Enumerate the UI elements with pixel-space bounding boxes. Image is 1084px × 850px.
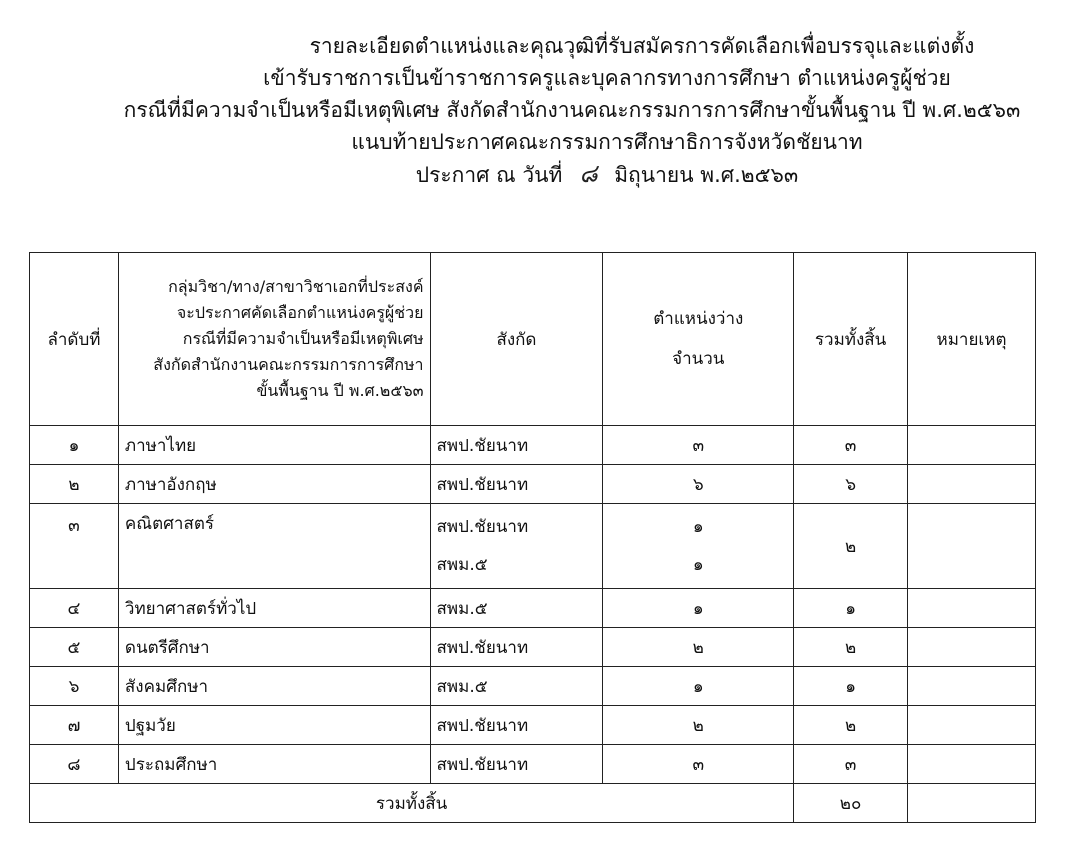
date-prefix: ประกาศ ณ วันที่ <box>415 163 563 187</box>
row-total: ๒ <box>794 504 908 589</box>
grand-total-label: รวมทั้งสิ้น <box>30 784 794 823</box>
row-count: ๑ ๑ <box>603 504 794 589</box>
row-number: ๗ <box>30 706 119 745</box>
row-total: ๒ <box>794 628 908 667</box>
col-header-order: ลำดับที่ <box>30 253 119 426</box>
table-row <box>30 465 1036 504</box>
row-remarks <box>908 504 1036 589</box>
announcement-date <box>0 158 1084 191</box>
row-affiliation: สพม.๕ <box>430 589 603 628</box>
row-total: ๑ <box>794 667 908 706</box>
header-line-2: เข้ารับราชการเป็นข้าราชการครูและบุคลากรทางการศึกษา ตำแหน่งครูผู้ช่วย <box>263 66 951 90</box>
row-total: ๑ <box>794 589 908 628</box>
table-row <box>30 589 1036 628</box>
row-affiliation: สพป.ชัยนาท สพม.๕ <box>430 504 603 589</box>
table-row <box>30 426 1036 465</box>
row-number: ๒ <box>30 465 119 504</box>
row-count: ๑ <box>603 589 794 628</box>
col-header-subject: กลุ่มวิชา/ทาง/สาขาวิชาเอกที่ประสงค์ จะประกาศคัดเลือกตำแหน่งครูผู้ช่วย กรณีที่มีความจำเป็นหรือมีเหตุพิเศษ สังกัดสำนักงานคณะกรรมการการศึกษา ขั้นพื้นฐาน ปี พ.ศ.๒๕๖๓ <box>118 253 430 426</box>
grand-total-row <box>30 784 1036 823</box>
row-total: ๓ <box>794 745 908 784</box>
table-row <box>30 667 1036 706</box>
row-subject: สังคมศึกษา <box>118 667 430 706</box>
col-header-affiliation: สังกัด <box>430 253 603 426</box>
header-line-1: รายละเอียดตำแหน่งและคุณวุฒิที่รับสมัครการคัดเลือกเพื่อบรรจุและแต่งตั้ง <box>309 34 975 58</box>
handwritten-day: ๘ <box>577 159 599 189</box>
date-suffix: มิถุนายน พ.ศ.๒๕๖๓ <box>614 163 799 187</box>
row-count: ๒ <box>603 628 794 667</box>
header-line-4: แนบท้ายประกาศคณะกรรมการศึกษาธิการจังหวัดชัยนาท <box>351 130 863 154</box>
row-count: ๓ <box>603 426 794 465</box>
row-subject: ดนตรีศึกษา <box>118 628 430 667</box>
row-subject: คณิตศาสตร์ <box>118 504 430 589</box>
row-subject: ประถมศึกษา <box>118 745 430 784</box>
col-header-remarks: หมายเหตุ <box>908 253 1036 426</box>
table-row <box>30 706 1036 745</box>
grand-total-remarks <box>908 784 1036 823</box>
row-subject: ปฐมวัย <box>118 706 430 745</box>
col-header-total: รวมทั้งสิ้น <box>794 253 908 426</box>
row-total: ๓ <box>794 426 908 465</box>
row-affiliation: สพม.๕ <box>430 667 603 706</box>
row-remarks <box>908 589 1036 628</box>
document-header <box>0 30 1084 191</box>
row-affiliation: สพป.ชัยนาท <box>430 628 603 667</box>
col-header-vacancy: ตำแหน่งว่าง จำนวน <box>603 253 794 426</box>
row-affiliation: สพป.ชัยนาท <box>430 745 603 784</box>
row-count: ๑ <box>603 667 794 706</box>
row-remarks <box>908 706 1036 745</box>
row-count: ๖ <box>603 465 794 504</box>
row-affiliation: สพป.ชัยนาท <box>430 706 603 745</box>
row-remarks <box>908 667 1036 706</box>
row-remarks <box>908 465 1036 504</box>
table-row <box>30 745 1036 784</box>
row-count: ๓ <box>603 745 794 784</box>
row-number: ๕ <box>30 628 119 667</box>
row-remarks <box>908 426 1036 465</box>
header-line-3: กรณีที่มีความจำเป็นหรือมีเหตุพิเศษ สังกัดสำนักงานคณะกรรมการการศึกษาขั้นพื้นฐาน ปี พ.ศ.๒๕๖๓ <box>123 98 1021 122</box>
row-affiliation: สพป.ชัยนาท <box>430 465 603 504</box>
positions-table <box>29 252 1036 823</box>
row-subject: ภาษาไทย <box>118 426 430 465</box>
row-subject: วิทยาศาสตร์ทั่วไป <box>118 589 430 628</box>
row-remarks <box>908 628 1036 667</box>
table-row <box>30 504 1036 589</box>
row-remarks <box>908 745 1036 784</box>
row-total: ๖ <box>794 465 908 504</box>
row-number: ๓ <box>30 504 119 589</box>
table-row <box>30 628 1036 667</box>
row-number: ๔ <box>30 589 119 628</box>
row-number: ๑ <box>30 426 119 465</box>
row-count: ๒ <box>603 706 794 745</box>
row-affiliation: สพป.ชัยนาท <box>430 426 603 465</box>
row-number: ๖ <box>30 667 119 706</box>
row-total: ๒ <box>794 706 908 745</box>
row-subject: ภาษาอังกฤษ <box>118 465 430 504</box>
grand-total-value: ๒๐ <box>794 784 908 823</box>
table-header-row <box>30 253 1036 426</box>
row-number: ๘ <box>30 745 119 784</box>
